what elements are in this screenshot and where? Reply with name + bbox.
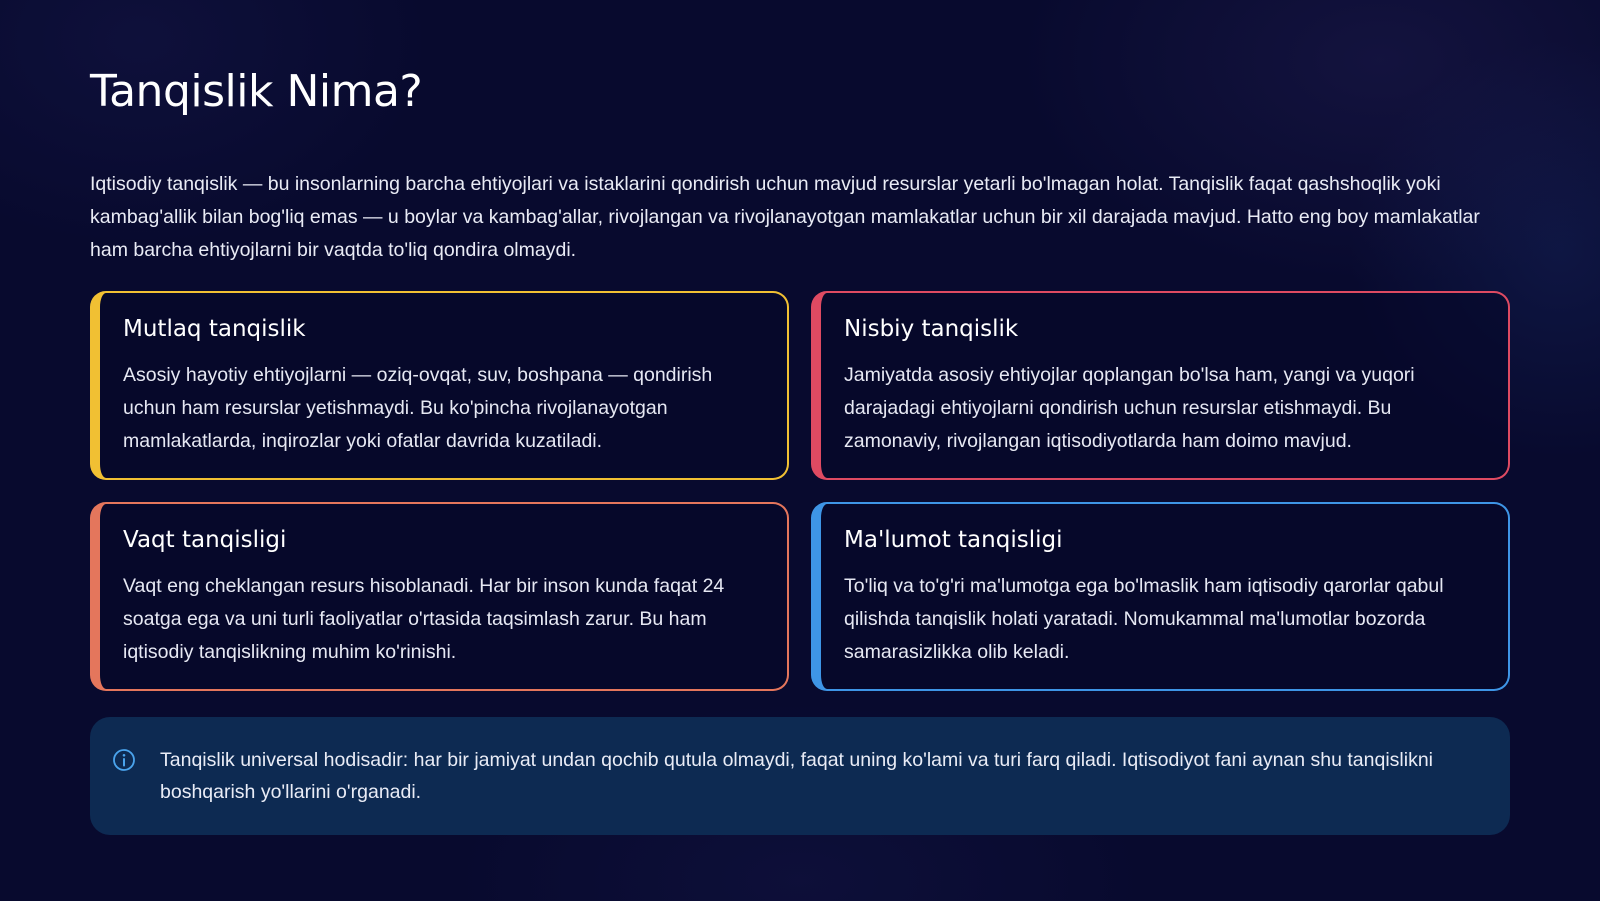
card-title: Nisbiy tanqislik (844, 316, 1019, 342)
card-absolute-scarcity (90, 291, 789, 480)
card-title: Mutlaq tanqislik (123, 316, 306, 342)
info-note (90, 717, 1510, 835)
page-title: Tanqislik Nima? (90, 66, 423, 117)
intro-paragraph: Iqtisodiy tanqislik — bu insonlarning barcha ehtiyojlari va istaklarini qondirish uchun mavjud resurslar yetarli bo'lmagan holat. Tanqislik faqat qashshoqlik yoki kambag'allik bilan bog'liq emas — u boylar va kambag'allar, rivojlangan va rivojlanayotgan mamlakatlar uchun bir xil darajada mavjud. Hatto eng boy mamlakatlar ham barcha ehtiyojlarni bir vaqtda to'liq qondira olmaydi. (90, 173, 1480, 261)
note-text: Tanqislik universal hodisadir: har bir jamiyat undan qochib qutula olmaydi, faqat uning ko'lami va turi farq qiladi. Iqtisodiyot fani aynan shu tanqislikni boshqarish yo'llarini o'rganadi. (160, 749, 1434, 803)
card-text: Asosiy hayotiy ehtiyojlarni — oziq-ovqat, suv, boshpana — qondirish uchun ham resurslar yetishmaydi. Bu ko'pincha rivojlanayotgan mamlakatlarda, inqirozlar yoki ofatlar davrida kuzatiladi. (123, 364, 713, 452)
card-time-scarcity (90, 502, 789, 691)
card-title: Vaqt tanqisligi (123, 527, 287, 553)
info-icon (112, 748, 136, 772)
card-text: Vaqt eng cheklangan resurs hisoblanadi. Har bir inson kunda faqat 24 soatga ega va uni turli faoliyatlar o'rtasida taqsimlash zarur. Bu ham iqtisodiy tanqislikning muhim ko'rinishi. (123, 575, 725, 663)
cards-grid (90, 291, 1510, 691)
slide (90, 0, 1510, 901)
card-title: Ma'lumot tanqisligi (844, 527, 1063, 553)
card-information-scarcity (811, 502, 1510, 691)
card-text: To'liq va to'g'ri ma'lumotga ega bo'lmaslik ham iqtisodiy qarorlar qabul qilishda tanqislik holati yaratadi. Nomukammal ma'lumotlar bozorda samarasizlikka olib keladi. (844, 575, 1444, 663)
card-text: Jamiyatda asosiy ehtiyojlar qoplangan bo'lsa ham, yangi va yuqori darajadagi ehtiyojlarni qondirish uchun resurslar etishmaydi. Bu zamonaviy, rivojlangan iqtisodiyotlarda ham doimo mavjud. (844, 364, 1415, 452)
card-relative-scarcity (811, 291, 1510, 480)
